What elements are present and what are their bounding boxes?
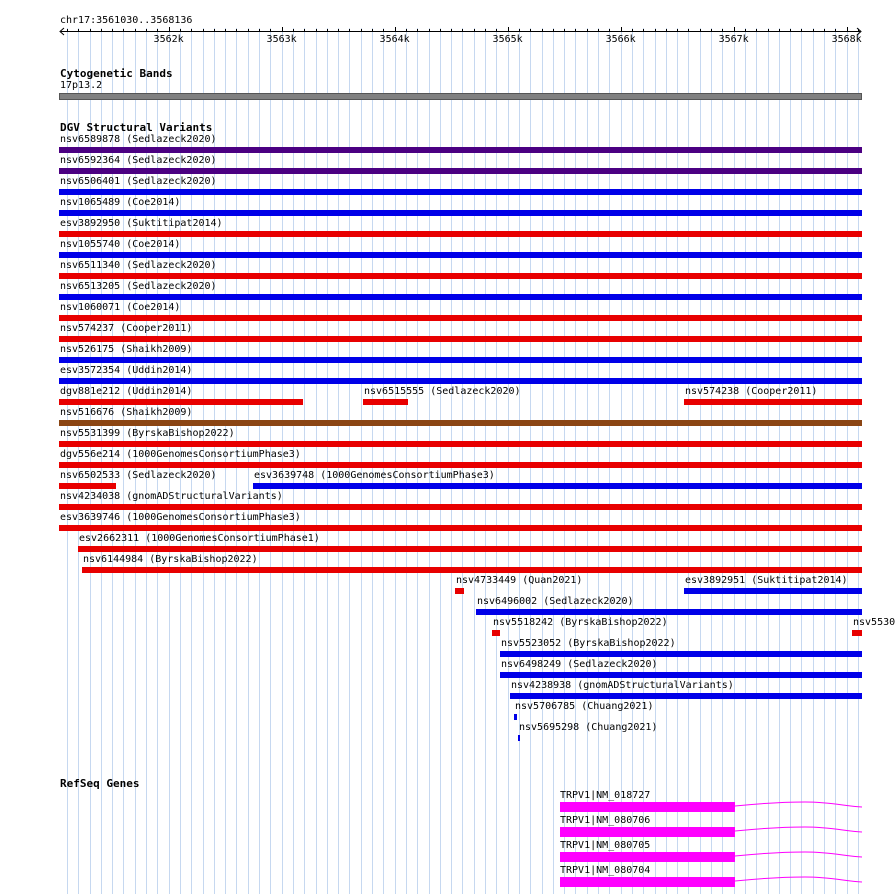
cytoband-track-title[interactable]: Cytogenetic Bands [60, 67, 173, 80]
variant-bar[interactable] [476, 609, 862, 615]
variant-label[interactable]: nsv5518242 (ByrskaBishop2022) [493, 617, 668, 628]
variant-bar[interactable] [59, 147, 862, 153]
variant-label[interactable]: nsv4733449 (Quan2021) [456, 575, 583, 586]
variant-label[interactable]: nsv5530 [853, 617, 895, 628]
gene-label[interactable]: TRPV1|NM_080705 [560, 840, 651, 851]
variant-label[interactable]: nsv516676 (Shaikh2009) [60, 407, 193, 418]
variant-label[interactable]: nsv5695298 (Chuang2021) [519, 722, 658, 733]
variant-bar[interactable] [82, 567, 862, 573]
variant-label[interactable]: esv3639748 (1000GenomesConsortiumPhase3) [254, 470, 495, 481]
cytoband-label: 17p13.2 [60, 80, 103, 91]
variant-label[interactable]: nsv6511340 (Sedlazeck2020) [60, 260, 217, 271]
variant-label[interactable]: nsv574237 (Cooper2011) [60, 323, 193, 334]
gene-intron [735, 827, 862, 832]
variant-bar[interactable] [59, 336, 862, 342]
ruler-tick-label: 3568k [831, 34, 862, 45]
variant-bar[interactable] [59, 294, 862, 300]
variant-label[interactable]: nsv4234038 (gnomADStructuralVariants) [60, 491, 283, 502]
gene-intron [735, 877, 862, 882]
variant-bar[interactable] [510, 693, 862, 699]
variant-label[interactable]: nsv5523052 (ByrskaBishop2022) [501, 638, 676, 649]
variant-bar[interactable] [78, 546, 862, 552]
region-label: chr17:3561030..3568136 [60, 15, 193, 26]
variant-bar[interactable] [852, 630, 862, 636]
variant-label[interactable]: nsv6589878 (Sedlazeck2020) [60, 134, 217, 145]
gene-intron [735, 802, 862, 807]
gene-exon[interactable] [560, 827, 735, 837]
ruler-tick-label: 3564k [379, 34, 410, 45]
gene-intron [735, 852, 862, 857]
variant-bar[interactable] [455, 588, 464, 594]
variant-bar[interactable] [59, 231, 862, 237]
gene-label[interactable]: TRPV1|NM_018727 [560, 790, 651, 801]
ruler-tick-label: 3563k [266, 34, 297, 45]
variant-label[interactable]: dgv881e212 (Uddin2014) [60, 386, 193, 397]
variant-label[interactable]: nsv1060071 (Coe2014) [60, 302, 181, 313]
variant-label[interactable]: nsv6498249 (Sedlazeck2020) [501, 659, 658, 670]
variant-bar[interactable] [59, 399, 303, 405]
ruler-tick-label: 3565k [492, 34, 523, 45]
variant-bar[interactable] [59, 462, 862, 468]
variant-bar[interactable] [59, 252, 862, 258]
variant-bar[interactable] [684, 588, 862, 594]
variant-bar[interactable] [59, 189, 862, 195]
variant-label[interactable]: esv3639746 (1000GenomesConsortiumPhase3) [60, 512, 301, 523]
variant-bar[interactable] [253, 483, 862, 489]
variant-bar[interactable] [59, 378, 862, 384]
variant-bar[interactable] [514, 714, 517, 720]
variant-label[interactable]: nsv6592364 (Sedlazeck2020) [60, 155, 217, 166]
gene-label[interactable]: TRPV1|NM_080706 [560, 815, 651, 826]
variant-label[interactable]: nsv526175 (Shaikh2009) [60, 344, 193, 355]
variant-bar[interactable] [59, 315, 862, 321]
variant-label[interactable]: esv2662311 (1000GenomesConsortiumPhase1) [79, 533, 320, 544]
variant-bar[interactable] [59, 210, 862, 216]
ruler-tick-label: 3567k [718, 34, 749, 45]
variant-label[interactable]: nsv6496002 (Sedlazeck2020) [477, 596, 634, 607]
variant-bar[interactable] [684, 399, 862, 405]
ruler-tick-label: 3566k [605, 34, 636, 45]
gene-exon[interactable] [560, 802, 735, 812]
variant-bar[interactable] [59, 504, 862, 510]
variant-label[interactable]: nsv4238938 (gnomADStructuralVariants) [511, 680, 734, 691]
variant-bar[interactable] [59, 357, 862, 363]
gene-label[interactable]: TRPV1|NM_080704 [560, 865, 651, 876]
variant-bar[interactable] [492, 630, 500, 636]
cytoband-bar[interactable] [59, 93, 862, 100]
variant-label[interactable]: dgv556e214 (1000GenomesConsortiumPhase3) [60, 449, 301, 460]
ruler-tick-label: 3562k [153, 34, 184, 45]
variant-label[interactable]: nsv5531399 (ByrskaBishop2022) [60, 428, 235, 439]
variant-label[interactable]: nsv6515555 (Sedlazeck2020) [364, 386, 521, 397]
variant-label[interactable]: nsv574238 (Cooper2011) [685, 386, 818, 397]
gene-exon[interactable] [560, 852, 735, 862]
refseq-track-title[interactable]: RefSeq Genes [60, 777, 140, 790]
dgv-track-title[interactable]: DGV Structural Variants [60, 121, 213, 134]
variant-label[interactable]: nsv6502533 (Sedlazeck2020) [60, 470, 217, 481]
variant-label[interactable]: nsv6513205 (Sedlazeck2020) [60, 281, 217, 292]
variant-label[interactable]: nsv1055740 (Coe2014) [60, 239, 181, 250]
variant-bar[interactable] [59, 483, 116, 489]
variant-bar[interactable] [500, 651, 862, 657]
variant-label[interactable]: nsv5706785 (Chuang2021) [515, 701, 654, 712]
variant-label[interactable]: esv3572354 (Uddin2014) [60, 365, 193, 376]
variant-label[interactable]: nsv6506401 (Sedlazeck2020) [60, 176, 217, 187]
variant-bar[interactable] [59, 168, 862, 174]
variant-label[interactable]: nsv1065489 (Coe2014) [60, 197, 181, 208]
variant-bar[interactable] [59, 441, 862, 447]
variant-bar[interactable] [518, 735, 520, 741]
variant-bar[interactable] [363, 399, 408, 405]
variant-bar[interactable] [59, 525, 862, 531]
variant-bar[interactable] [500, 672, 862, 678]
variant-bar[interactable] [59, 273, 862, 279]
variant-bar[interactable] [59, 420, 862, 426]
gene-exon[interactable] [560, 877, 735, 887]
variant-label[interactable]: esv3892951 (Suktitipat2014) [685, 575, 848, 586]
variant-label[interactable]: nsv6144984 (ByrskaBishop2022) [83, 554, 258, 565]
variant-label[interactable]: esv3892950 (Suktitipat2014) [60, 218, 223, 229]
